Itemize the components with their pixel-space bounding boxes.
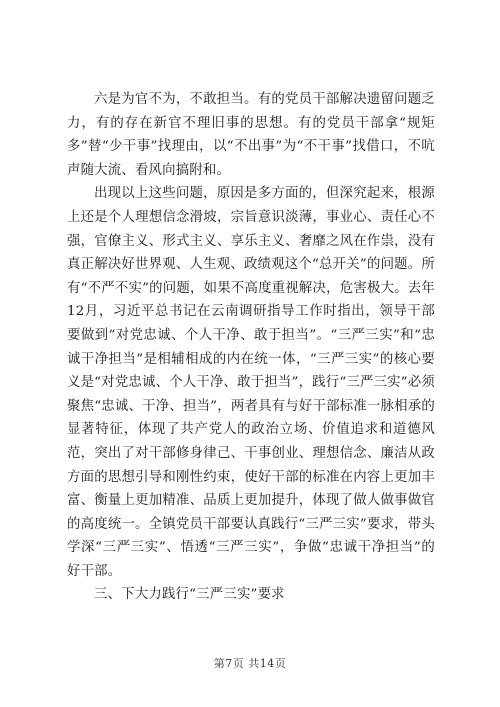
page-number-footer: 第7页 共14页	[213, 657, 287, 670]
paragraph-officials-inaction: 六是为官不为，不敢担当。有的党员干部解决遗留问题乏力，有的存在新官不理旧事的思想。有的党员干部拿“规矩多”替“少干事”找理由，以“不出事”为“不干事”找借口，不吭声随大流、看风向搞附和。	[67, 92, 435, 178]
section-heading: 三、下大力践行“三严三实”要求	[94, 587, 285, 603]
document-body	[67, 88, 435, 607]
paragraph-root-causes: 出现以上这些问题，原因是多方面的，但深究起来，根源上还是个人理想信念滑坡，宗旨意识淡薄，事业心、责任心不强，官僚主义、形式主义、享乐主义、奢靡之风在作祟，没有真正解决好世界观、人生观、政绩观这个“总开关”的问题。所有“不严不实”的问题，如果不高度重视解决，危害极大。去年12月，习近平总书记在云南调研指导工作时指出，领导干部要做到“对党忠诚、个人干净、敢于担当”。“三严三实”和“忠诚干净担当”是相辅相成的内在统一体，“三严三实”的核心要义是“对党忠诚、个人干净、敢于担当”，践行“三严三实”必须聚焦“忠诚、干净、担当”，两者具有与好干部标准一脉相承的显著特征，体现了共产党人的政治立场、价值追求和道德风范，突出了对干部修身律己、干事创业、理想信念、廉洁从政方面的思想引导和刚性约束，使好干部的标准在内容上更加丰富、衡量上更加精准、品质上更加提升，体现了做人做事做官的高度统一。全镇党员干部要认真践行“三严三实”要求，带头学深“三严三实”、悟透“三严三实”，争做“忠诚干净担当”的好干部。	[67, 186, 435, 579]
